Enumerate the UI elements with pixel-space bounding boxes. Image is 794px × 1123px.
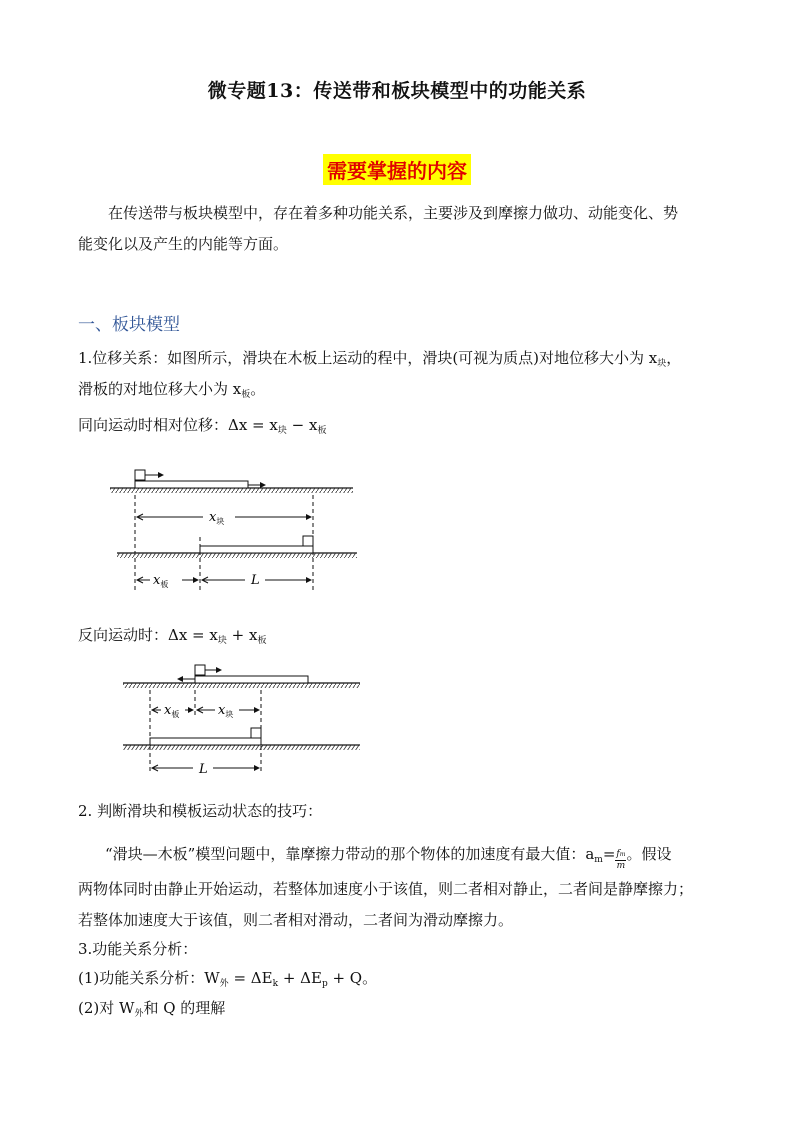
point-sub: p — [321, 979, 328, 989]
block — [303, 536, 313, 546]
point-text: + ΔE — [278, 969, 322, 987]
intro-line-2: 能变化以及产生的内能等方面。 — [78, 235, 289, 253]
point-sub: k — [272, 979, 279, 989]
label-L: L — [199, 762, 208, 777]
label-x-block: $x_块$ — [209, 510, 225, 526]
opposite-direction-formula — [78, 624, 266, 646]
point-text: (2)对 W — [78, 999, 135, 1017]
fraction-denominator: m — [616, 861, 626, 871]
item1-line-1 — [78, 347, 681, 369]
formula-text: + x — [226, 626, 258, 644]
board — [150, 738, 261, 745]
ground-hatch — [123, 745, 360, 750]
item2-sub: m — [594, 855, 603, 865]
item1-sub-2: 板 — [241, 390, 251, 400]
item1-punct: ， — [666, 349, 682, 367]
item1-text-2: 滑板的对地位移大小为 x — [78, 380, 242, 398]
item3-point-1 — [78, 967, 377, 989]
point-text: + Q。 — [327, 969, 378, 987]
item2-text-post: 。假设 — [626, 845, 672, 863]
point-sub: 外 — [134, 1009, 144, 1019]
item2-line-2: 两物体同时由静止开始运动，若整体加速度小于该值，则二者相对静止，二者间是静摩擦力； — [78, 880, 694, 898]
item1-punct-2: 。 — [250, 380, 266, 398]
item2-text: “滑块—木板”模型问题中，靠摩擦力带动的那个物体的加速度有最大值：a — [105, 845, 595, 863]
board — [195, 676, 308, 683]
formula-text: 反向运动时：Δx = x — [78, 626, 218, 644]
block — [135, 470, 145, 480]
subtitle-highlight: 需要掌握的内容 — [323, 154, 471, 185]
same-direction-formula — [78, 414, 326, 436]
point-text: = ΔE — [228, 969, 273, 987]
item2-heading: 2. 判断滑块和模板运动状态的技巧： — [78, 802, 323, 820]
block — [251, 728, 261, 738]
label-x-block: $x_块$ — [218, 703, 234, 719]
page-title: 微专题13：传送带和板块模型中的功能关系 — [207, 80, 587, 102]
item2-line-1 — [105, 843, 671, 871]
same-direction-diagram — [105, 455, 365, 595]
label-x-board: $x_板$ — [153, 573, 169, 589]
section-banner — [0, 154, 794, 185]
formula-text: 同向运动时相对位移：Δx = x — [78, 416, 278, 434]
point-text: 和 Q 的理解 — [143, 999, 226, 1017]
item2-eq: = — [602, 845, 616, 863]
section-heading-board-model: 一、板块模型 — [78, 315, 180, 335]
item3-point-2 — [78, 997, 225, 1019]
formula-sub: 块 — [277, 426, 287, 436]
ground-hatch — [123, 683, 360, 688]
formula-text: − x — [286, 416, 318, 434]
opposite-direction-diagram — [115, 655, 365, 780]
fraction-numerator: fm — [616, 849, 626, 859]
point-sub: 外 — [219, 979, 229, 989]
ground-hatch — [117, 553, 357, 558]
formula-sub: 板 — [257, 636, 267, 646]
formula-sub: 板 — [317, 426, 327, 436]
point-text: (1)功能关系分析：W — [78, 969, 220, 987]
item2-line-3: 若整体加速度大于该值，则二者相对滑动，二者间为滑动摩擦力。 — [78, 911, 514, 929]
ground-hatch — [110, 488, 353, 493]
fraction — [615, 849, 626, 871]
label-x-board: $x_板$ — [164, 703, 180, 719]
board — [135, 481, 248, 488]
item3-heading: 3.功能关系分析： — [78, 940, 198, 958]
block — [195, 665, 205, 675]
label-L: L — [251, 573, 260, 588]
item1-sub: 块 — [657, 359, 667, 369]
intro-line-1: 在传送带与板块模型中，存在着多种功能关系，主要涉及到摩擦力做功、动能变化、势 — [108, 204, 679, 222]
board — [200, 546, 313, 553]
item1-line-2 — [78, 378, 265, 400]
item1-text: 1.位移关系：如图所示，滑块在木板上运动的程中，滑块(可视为质点)对地位移大小为 x — [78, 349, 658, 367]
formula-sub: 块 — [217, 636, 227, 646]
